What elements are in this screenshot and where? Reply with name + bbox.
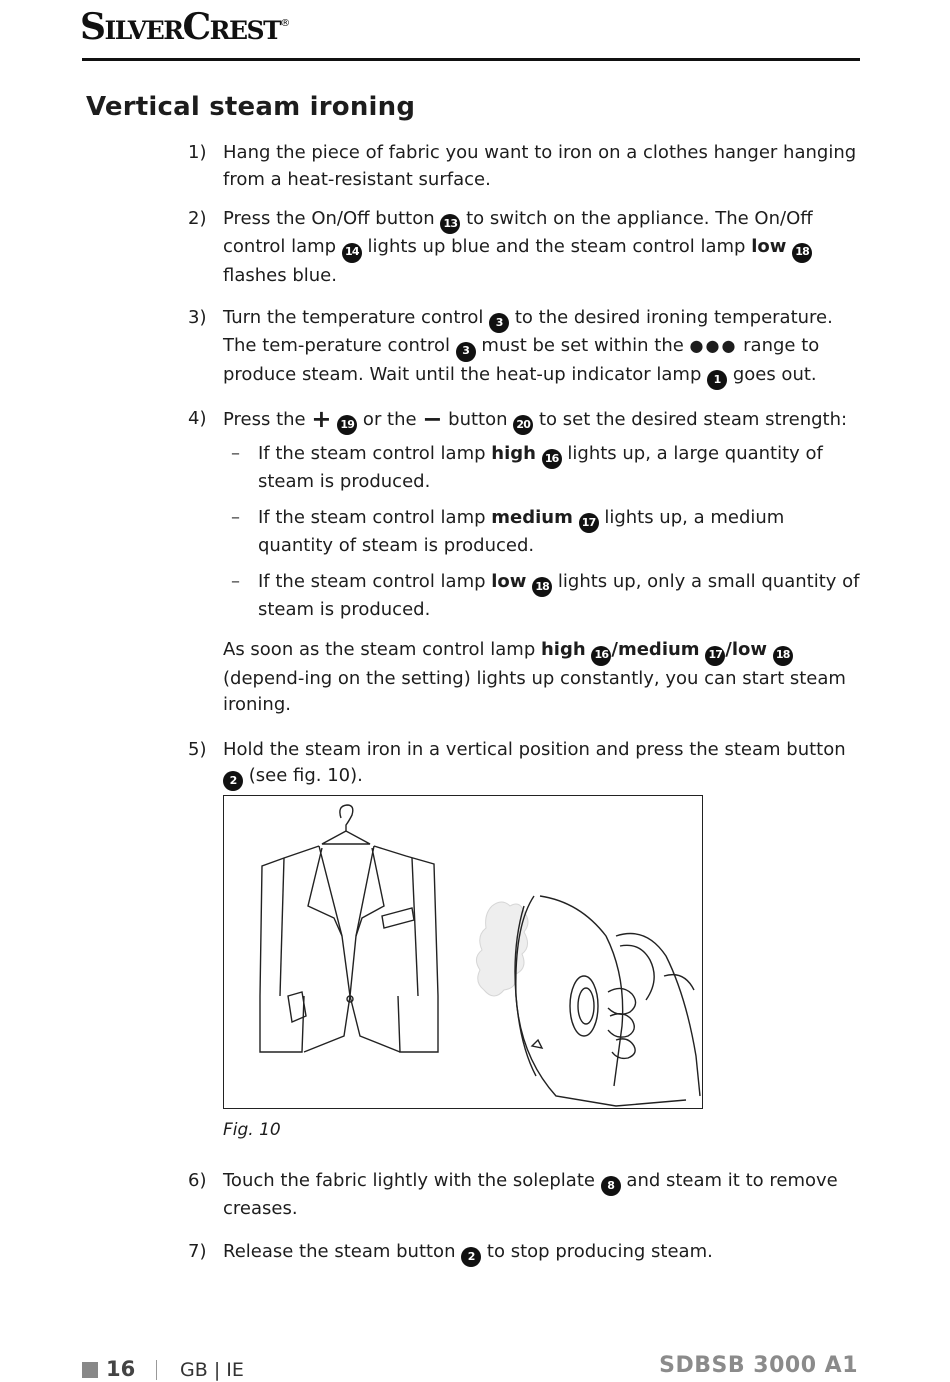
part-number-badge: 8	[601, 1176, 621, 1196]
minus-icon: −	[422, 404, 443, 433]
part-number-badge: 14	[342, 243, 362, 263]
step-text: Hang the piece of fabric you want to iron on a clothes hanger hanging from a heat-resistant surface.	[223, 142, 857, 190]
footer-divider	[156, 1360, 157, 1380]
step-3: 3) Turn the temperature control 3 to the desired ironing temperature. The tem-perature control 3 must be set within the ●●● range to produce steam. Wait until the heat-up indicator lamp 1 goes out.	[188, 305, 860, 390]
language-indicator: GB | IE	[180, 1359, 244, 1381]
part-number-badge: 3	[489, 313, 509, 333]
step-4-intro: Press the + 19 or the − button 20 to set the desired steam strength:	[223, 406, 860, 435]
sub-item-medium: – If the steam control lamp medium 17 lights up, a medium quantity of steam is produced.	[231, 506, 785, 556]
part-number-badge: 19	[337, 415, 357, 435]
part-number-badge: 20	[513, 415, 533, 435]
sub-item-high: – If the steam control lamp high 16 lights up, a large quantity of steam is produced.	[231, 443, 823, 493]
step-4	[188, 406, 860, 719]
part-number-badge: 16	[591, 646, 611, 666]
part-number-badge: 13	[440, 214, 460, 234]
step-number: 4)	[188, 407, 207, 429]
step-number: 6)	[188, 1169, 207, 1191]
part-number-badge: 18	[532, 577, 552, 597]
part-number-badge: 18	[792, 243, 812, 263]
part-number-badge: 17	[579, 513, 599, 533]
step-number: 7)	[188, 1240, 207, 1262]
model-number: SDBSB 3000 A1	[659, 1353, 858, 1378]
step-number: 2)	[188, 208, 207, 229]
steam-cloud-icon	[476, 902, 528, 996]
hand-icon	[608, 934, 700, 1097]
brand-logo: SilverCrest®	[80, 6, 289, 48]
step-1	[188, 140, 860, 193]
step-2: 2) Press the On/Off button 13 to switch on the appliance. The On/Off control lamp 14 lights up blue and the steam control lamp low 18 flashes blue.	[188, 208, 813, 286]
step-5: 5) Hold the steam iron in a vertical position and press the steam button 2 (see fig. 10). Fig. 10	[188, 737, 860, 1144]
temperature-dots-icon: ●●●	[689, 336, 738, 356]
part-number-badge: 2	[223, 771, 243, 791]
step-number: 5)	[188, 738, 207, 760]
part-number-badge: 16	[542, 449, 562, 469]
steps-list	[188, 140, 860, 1267]
steam-iron-icon	[515, 896, 686, 1106]
footer-square-icon	[82, 1362, 98, 1378]
page-number: 16	[106, 1357, 136, 1381]
header-divider	[82, 58, 860, 61]
figure-10-illustration	[224, 796, 701, 1107]
part-number-badge: 18	[773, 646, 793, 666]
part-number-badge: 2	[461, 1247, 481, 1267]
figure-10	[223, 795, 703, 1109]
section-title: Vertical steam ironing	[86, 92, 416, 122]
step-number: 1)	[188, 142, 207, 163]
figure-caption: Fig. 10	[223, 1120, 281, 1141]
part-number-badge: 1	[707, 370, 727, 390]
plus-icon: +	[311, 404, 332, 433]
step-4-note: As soon as the steam control lamp high 16 /medium 17 /low 18 (depend-ing on the setting) lights up constantly, you can start steam ironing.	[223, 639, 846, 715]
jacket-hanger-icon	[260, 805, 438, 1052]
part-number-badge: 17	[705, 646, 725, 666]
step-7: 7) Release the steam button 2 to stop producing steam.	[188, 1239, 860, 1267]
step-6: 6) Touch the fabric lightly with the soleplate 8 and steam it to remove creases.	[188, 1169, 838, 1219]
sub-item-low: – If the steam control lamp low 18 lights up, only a small quantity of steam is produced.	[231, 570, 860, 620]
step-number: 3)	[188, 307, 207, 328]
part-number-badge: 3	[456, 342, 476, 362]
